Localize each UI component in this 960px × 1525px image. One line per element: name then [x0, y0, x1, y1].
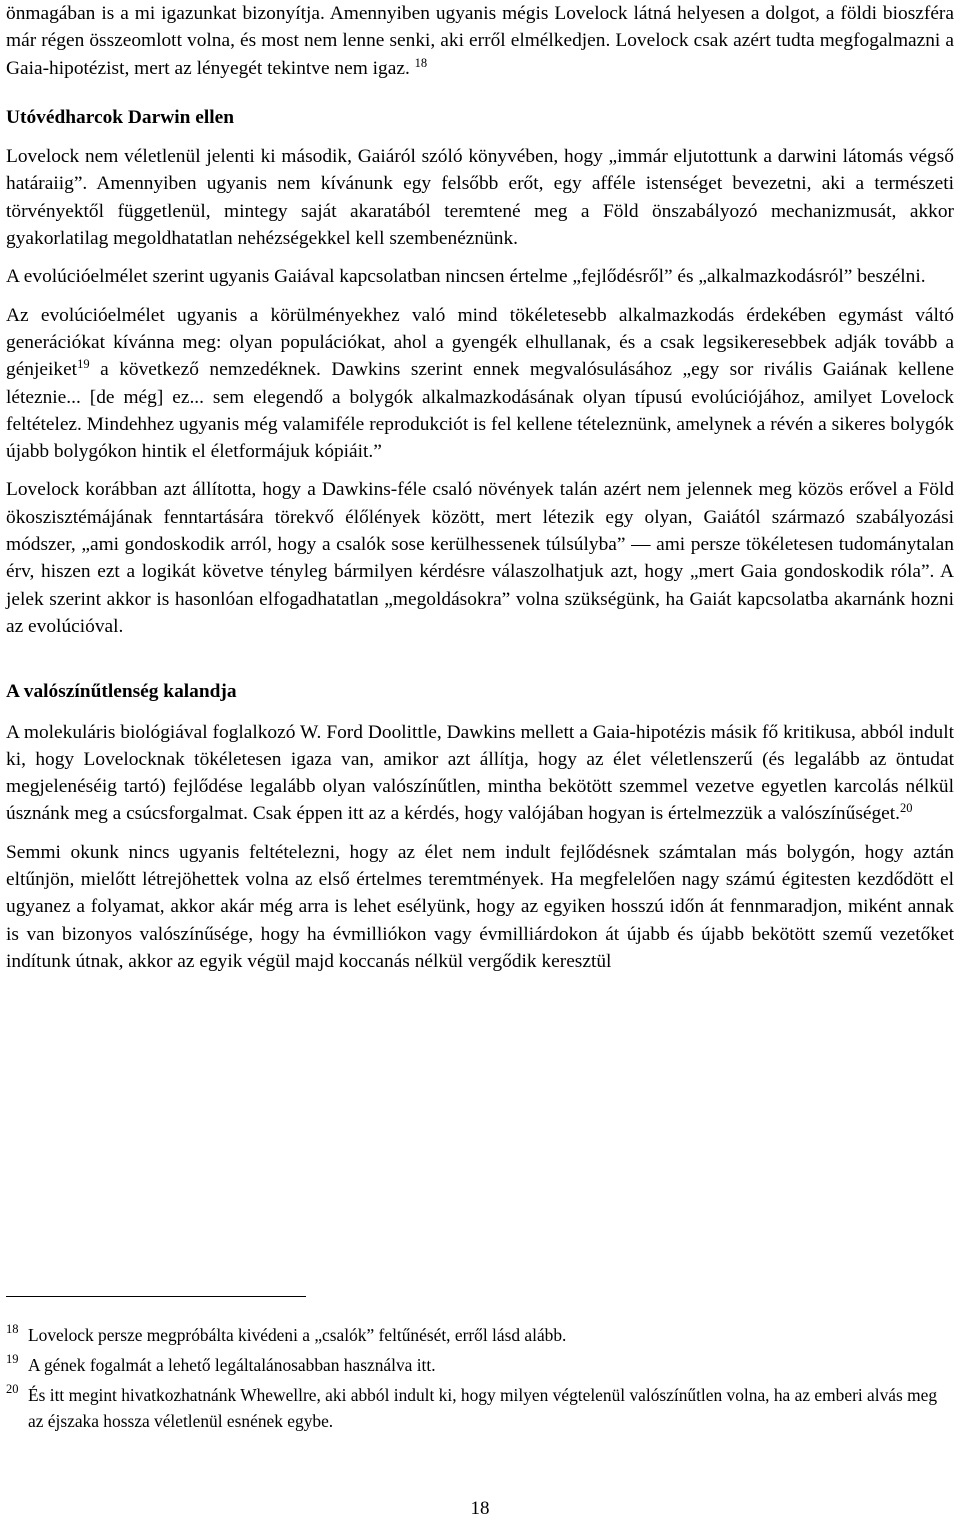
- footnote-number: 19: [6, 1352, 19, 1366]
- footnote-text: Lovelock persze megpróbálta kivédeni a „csalók” feltűnését, erről lásd alább.: [28, 1325, 567, 1345]
- footnotes: [6, 1322, 954, 1438]
- footnote-ref-18: 18: [414, 55, 428, 70]
- paragraph-improbability-2: Semmi okunk nincs ugyanis feltételezni, hogy az élet nem indult fejlődésnek számtalan más bolygón, hogy aztán eltűnjön, mielőtt létrejöhettek volna az első értelmes teremtmények. Ha megfelelően nagy számú égitesten kezdődött el ugyanez a folyamat, akkor akár még arra is lehet esélyünk, hogy az egyiken hosszú időn át fennmaradjon, miként annak is van bizonyos valószínűsége, hogy ha évmilliókon vagy évmilliárdokon át újabb és újabb bekötött szemű vezetőket indítunk útnak, akkor az egyik végül majd koccanás nélkül vergődik keresztül: [6, 841, 954, 972]
- footnote-number: 18: [6, 1322, 19, 1336]
- footnote-18: [6, 1322, 954, 1348]
- footnote-separator: [6, 1296, 306, 1297]
- footnote-ref-19: 19: [77, 357, 90, 372]
- page-number: 18: [470, 1498, 490, 1519]
- footnote-ref-20: 20: [900, 801, 913, 816]
- intro-paragraph: önmagában is a mi igazunkat bizonyítja. Amennyiben ugyanis mégis Lovelock látná helyesen a dolgot, a földi bioszféra már régen összeomlott volna, és most nem lenne senki, aki erről elmélkedjen. Lovelock csak azért tudta megfogalmazni a Gaia-hipotézist, mert az lényegét tekintve nem igaz. $^{18}$: [6, 3, 954, 79]
- paragraph-darwin-2: A evolúcióelmélet szerint ugyanis Gaiával kapcsolatban nincsen értelme „fejlődésről” és „alkalmazkodásról” beszélni.: [6, 266, 926, 288]
- footnote-text: És itt megint hivatkozhatnánk Whewellre, aki abból indult ki, hogy milyen végtelenül valószínűtlen volna, ha az emberi alvás meg az éjszaka hossza véletlenül esnének egybe.: [28, 1385, 938, 1431]
- footnote-number: 20: [6, 1382, 19, 1396]
- section-heading-improbability: A valószínűtlenség kalandja: [6, 681, 237, 703]
- paragraph-darwin-3: Az evolúcióelmélet ugyanis a körülményekhez való mind tökéletesebb alkalmazkodás érdekében egymást váltó generációkat kívánna meg: olyan populációkat, ahol a gyengék elhullanak, és a csak legsikeresebbek adják tovább a génjeiket$^{19}$ a következő nemzedéknek. Dawkins szerint ennek megvalósulásához „egy sor rivális Gaiának kellene léteznie... [de még] ez... sem elegendő a bolygók alkalmazkodásának olyan típusú evolúciójához, amilyet Lovelock feltételez. Mindehhez ugyanis még valamiféle reprodukciót is fel kellene tételeznünk, amelynek a révén a sikeres bolygók újabb bolygókon hintik el életformájuk kópiáit.”: [6, 304, 954, 463]
- page-body: [6, 0, 954, 975]
- paragraph-darwin-1: Lovelock nem véletlenül jelenti ki második, Gaiáról szóló könyvében, hogy „immár eljutottunk a darwini látomás végső határaiig”. Amennyiben ugyanis nem kívánunk egy felsőbb erőt, egy afféle istenséget bevezetni, aki a természeti törvényektől függetlenül, mintegy saját akaratából teremtené meg a Föld önszabályozó mechanizmusát, akkor gyakorlatilag megoldhatatlan nehézségekkel kell szembenéznünk.: [6, 146, 954, 250]
- footnote-19: [6, 1352, 954, 1378]
- section-heading-darwin: Utóvédharcok Darwin ellen: [6, 106, 235, 128]
- paragraph-darwin-4: Lovelock korábban azt állította, hogy a Dawkins-féle csaló növények talán azért nem jelennek meg közös erővel a Föld ökoszisztémájának fenntartására törekvő élőlények között, mert létezik egy olyan, Gaiától származó szabályozási módszer, „ami gondoskodik arról, hogy a csalók sose kerülhessenek túlsúlyba” — ami persze tökéletesen tudománytalan érv, hiszen ezt a logikát követve tényleg bármilyen kérdésre válaszolhatjuk azt, hogy „mert Gaia gondoskodik róla”. A jelek szerint akkor is hasonlóan elfogadhatatlan „megoldásokra” volna szükségünk, ha Gaiát kapcsolatba akarnánk hozni az evolúcióval.: [6, 479, 954, 637]
- footnote-text: A gének fogalmát a lehető legáltalánosabban használva itt.: [28, 1355, 436, 1375]
- footnote-20: [6, 1382, 954, 1434]
- paragraph-improbability-1: A molekuláris biológiával foglalkozó W. Ford Doolittle, Dawkins mellett a Gaia-hipotézis másik fő kritikusa, abból indult ki, hogy Lovelocknak tökéletesen igaza van, amikor azt állítja, hogy az élet véletlenszerű (és legalább az öntudat megjelenéséig tartó) fejlődése legalább olyan valószínűtlen, mintha bekötött szemmel vezetve egyetlen karcolás nélkül úsznánk meg a csúcsforgalmat. Csak éppen itt az a kérdés, hogy valójában hogyan is értelmezzük a valószínűséget.$^{20}$: [6, 721, 954, 825]
